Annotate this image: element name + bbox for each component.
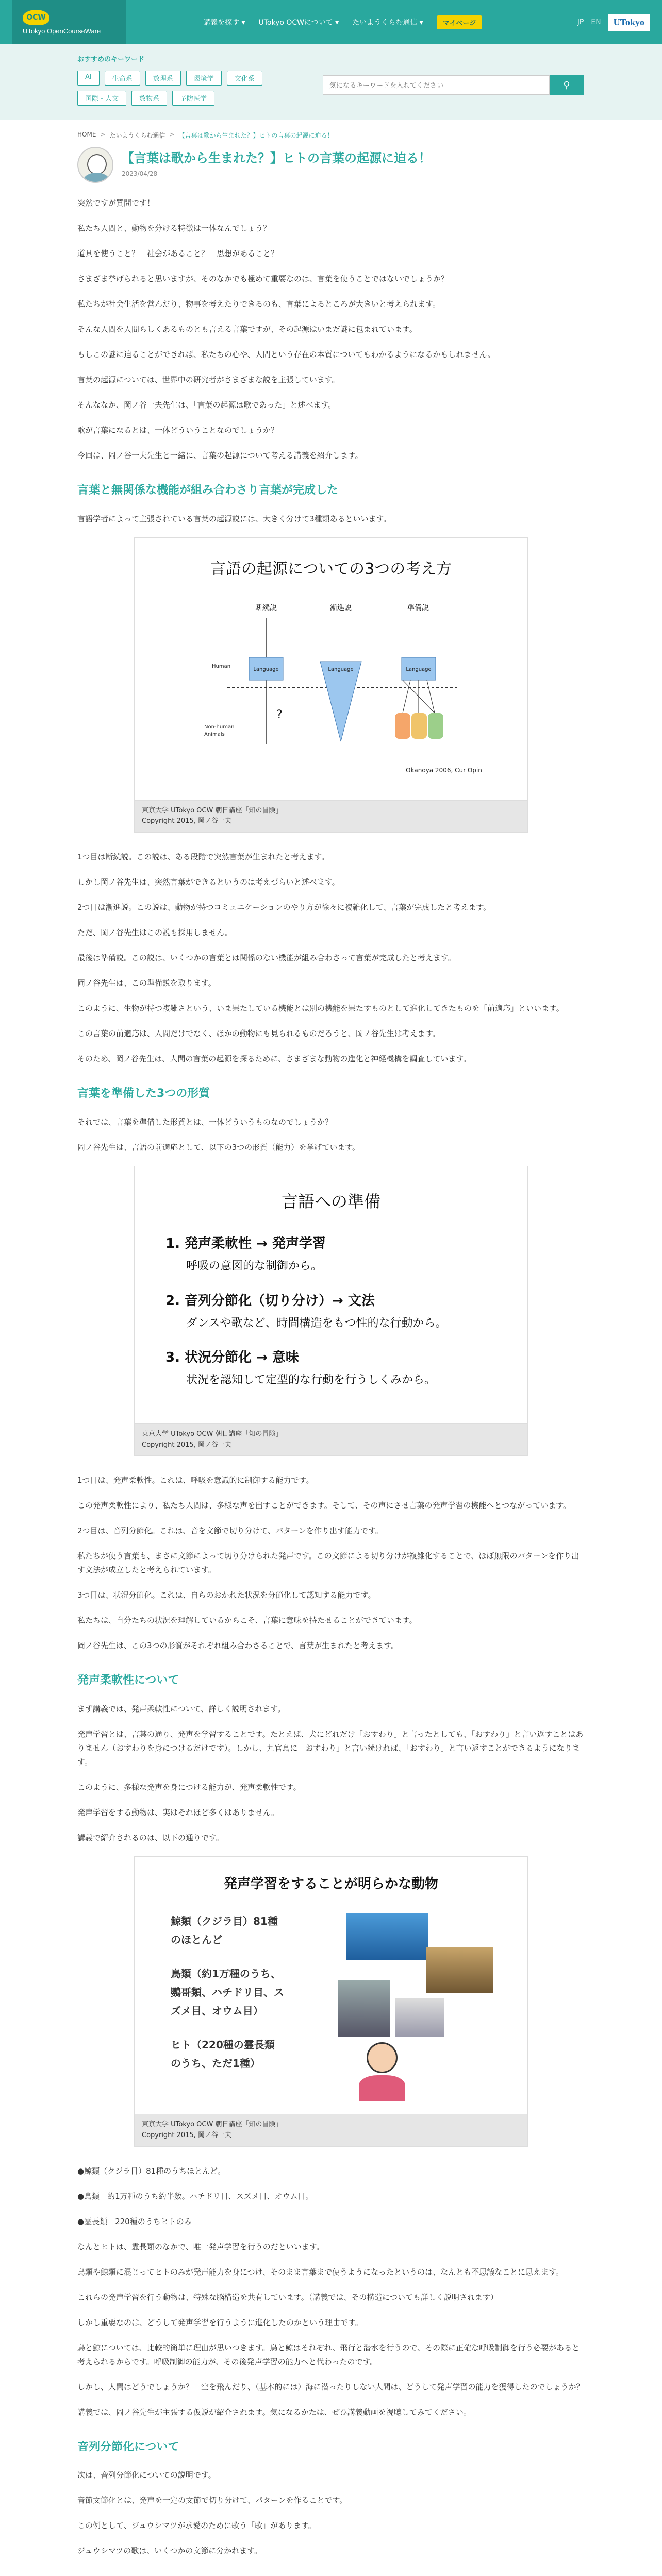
slide-item-sub: 呼吸の意図的な制御から。 <box>186 1260 323 1273</box>
figure-origin-theories <box>134 537 528 833</box>
paragraph: 言語学者によって主張されている言葉の起源説には、大きく分けて3種類あるといいます。 <box>77 514 391 523</box>
paragraph: もしこの謎に迫ることができれば、私たちの心や、人間という存在の本質についてもわかるようになるかもしれません。 <box>77 350 495 359</box>
keyword-bar <box>0 44 662 120</box>
mypage-button[interactable]: マイページ <box>437 15 482 29</box>
nav-newsletter[interactable]: たいようくらむ通信 ▾ <box>352 19 423 27</box>
paragraph: このように、生物が持つ複雑さという、いま果たしている機能とは別の機能を果たすものとして進化してきたものを「前適応」といいます。 <box>77 1004 564 1013</box>
paragraph: しかし、人間はどうでしょうか？ 空を飛んだり、（基本的には）海に潜ったりしない人間は、どうして発声学習の能力を獲得したのでしょうか？ <box>77 2382 584 2392</box>
paragraph: 突然ですが質問です！ <box>77 198 155 208</box>
paragraph: しかし重要なのは、どうして発声学習を行うように進化したのかという理由です。 <box>77 2317 363 2327</box>
breadcrumb-current: 【言葉は歌から生まれた？】ヒトの言葉の起源に迫る！ <box>178 132 334 139</box>
slide-item: 鯨類（クジラ目）81種 のほとんど <box>171 1914 278 1946</box>
slide <box>135 1857 527 2114</box>
paragraph: それでは、言葉を準備した形質とは、一体どういうものなのでしょうか？ <box>77 1117 333 1127</box>
paragraph: 岡ノ谷先生は、この3つの形質がそれぞれ組み合わさることで、言葉が生まれたと考えます。 <box>77 1641 399 1651</box>
paragraph: このように、多様な発声を身につける能力が、発声柔軟性です。 <box>77 1782 301 1792</box>
paragraph: 今回は、岡ノ谷一夫先生と一緒に、言葉の起源について考える講義を紹介します。 <box>77 451 363 460</box>
section-heading: 音列分節化について <box>77 2440 179 2453</box>
theory-label: 準備説 <box>407 603 429 612</box>
breadcrumb-separator: > <box>169 131 175 138</box>
paragraph: 最後は準備説。この説は、いくつかの言葉とは関係のない機能が組み合わさって言葉が完成したと考えます。 <box>77 953 456 963</box>
paragraph: 歌が言葉になるとは、一体どういうことなのでしょうか？ <box>77 426 279 435</box>
theory-label: 断続説 <box>255 603 277 612</box>
language-box: Language <box>253 666 279 672</box>
slide-title: 言語の起源についての3つの考え方 <box>210 560 452 578</box>
slide <box>135 1166 527 1424</box>
bird-image <box>426 1947 493 1993</box>
paragraph: 岡ノ谷先生は、この準備説を取ります。 <box>77 978 216 988</box>
slide-item <box>166 1289 496 1333</box>
section-paragraphs <box>77 512 585 526</box>
paragraph: 私たち人間と、動物を分ける特徴は一体なんでしょう？ <box>77 224 271 233</box>
paragraph: この発声柔軟性により、私たち人間は、多様な声を出すことができます。そして、その声にさせ言葉の発声学習の機能へとつながっています。 <box>77 1501 571 1511</box>
keyword-tag[interactable]: 予防医学 <box>172 91 214 106</box>
lang-jp[interactable]: JP <box>577 18 584 26</box>
paragraph: 岡ノ谷先生は、言語の前適応として、以下の3つの形質（能力）を挙げています。 <box>77 1142 360 1152</box>
paragraph: 私たちは、自分たちの状況を理解しているからこそ、言葉に意味を持たせることができています。 <box>77 1616 417 1625</box>
lang-en[interactable]: EN <box>591 18 601 26</box>
paragraph: まず講義では、発声柔軟性について、詳しく説明されます。 <box>77 1704 286 1714</box>
slide-item: 鳥類（約1万種のうち、 鸚哥類、ハチドリ目、ス ズメ目、オウム目） <box>171 1967 284 2017</box>
paragraph: そんな人間を人間らしくあるものとも言える言葉ですが、その起源はいまだ謎に包まれています。 <box>77 325 417 334</box>
paragraph: ただ、岡ノ谷先生はこの説も採用しません。 <box>77 928 233 938</box>
search-icon: ⚲ <box>563 79 570 90</box>
slide-item-sub: 状況を認知して定型的な行動を行うしくみから。 <box>186 1373 436 1386</box>
header-right <box>577 14 650 31</box>
ocw-logo-icon: OCW <box>23 10 49 25</box>
slide-item: ヒト（220種の霊長類 のうち、ただ1種） <box>171 2038 275 2070</box>
language-box: Language <box>328 666 354 672</box>
keyword-tag[interactable]: 生命系 <box>105 71 140 86</box>
citation: Okanoya 2006, Cur Opin <box>406 766 482 774</box>
utokyo-logo[interactable]: UTokyo <box>608 14 650 31</box>
main-nav <box>203 15 482 29</box>
site-logo[interactable] <box>12 0 126 44</box>
paragraph: ●霊長類 220種のうちヒトのみ <box>77 2216 192 2226</box>
paragraph: 講義で紹介されるのは、以下の通りです。 <box>77 1833 224 1842</box>
human-label: Human <box>212 663 231 669</box>
origin-theories-diagram <box>135 538 527 795</box>
breadcrumb-home[interactable]: HOME <box>77 131 96 138</box>
paragraph: しかし岡ノ谷先生は、突然言葉ができるというのは考えづらいと述べます。 <box>77 877 340 887</box>
section-heading: 言葉を準備した3つの形質 <box>77 1087 210 1100</box>
paragraph: なんとヒトは、霊長類のなかで、唯一発声学習を行うのだといいます。 <box>77 2242 324 2251</box>
paragraph: ●鳥類 約1万種のうち約半数。ハチドリ目、スズメ目、オウム目。 <box>77 2191 313 2201</box>
paragraph: 次は、音列分節化についての説明です。 <box>77 2470 216 2480</box>
paragraph: これらの発声学習を行う動物は、特殊な脳構造を共有しています。（講義では、その構造についても詳しく説明されます） <box>77 2292 499 2302</box>
slide-item-head: 2. 音列分節化（切り分け）→ 文法 <box>166 1293 375 1309</box>
paragraph: そのため、岡ノ谷先生は、人間の言葉の起源を探るために、さまざまな動物の進化と神経機構を調査しています。 <box>77 1054 471 1064</box>
search-button[interactable] <box>550 75 584 95</box>
keyword-title: おすすめのキーワード <box>77 56 145 63</box>
figure-caption: 東京大学 UTokyo OCW 朝日講座「知の冒険」 Copyright 2015, 岡ノ谷一夫 <box>135 801 527 833</box>
author-avatar <box>77 147 113 183</box>
keyword-tag[interactable]: 国際・人文 <box>77 91 126 106</box>
nav-find-courses[interactable]: 講義を探す ▾ <box>203 19 245 27</box>
keyword-tag[interactable]: AI <box>77 71 100 86</box>
nonhuman-label: Non-human <box>204 724 235 730</box>
paragraph: 鳥と鯨については、比較的簡単に理由が思いつきます。鳥と鯨はそれぞれ、飛行と潜水を行うので、その際に正確な呼吸制御を行う必要があると考えられるからです。呼吸制御の能力が、その後発声学習の能力へと代わったのです。 <box>77 2343 580 2366</box>
hummingbird-image <box>395 1998 444 2037</box>
paragraph: ●鯨類（クジラ目）81種のうちほとんど。 <box>77 2166 226 2176</box>
article-date: 2023/04/28 <box>122 170 158 177</box>
paragraph: 発声学習とは、言葉の通り、発声を学習することです。たとえば、犬にどれだけ「おすわり」と言ったとしても、「おすわり」と言い返すことはありません（おすわりを身につけるだけです）。しかし、九官鳥に「おすわり」と言い続ければ、「おすわり」と言い返すことができるようになります。 <box>77 1729 584 1767</box>
logo-text: UTokyo OpenCourseWare <box>23 27 101 35</box>
section-paragraphs <box>77 1115 585 1155</box>
paragraph: 1つ目は断続説。この説は、ある段階で突然言葉が生まれたと考えます。 <box>77 852 329 862</box>
slide-item-sub: ダンスや歌など、時間構造をもつ性的な行動から。 <box>186 1316 447 1330</box>
paragraph: そんななか、岡ノ谷一夫先生は、「言葉の起源は歌であった」と述べます。 <box>77 400 336 410</box>
section-heading: 言葉と無関係な機能が組み合わさり言葉が完成した <box>77 484 339 497</box>
paragraph: 2つ目は漸進説。この説は、動物が持つコミュニケーションのやり方が徐々に複雑化して、言葉が完成したと考えます。 <box>77 903 491 912</box>
paragraph: ジュウシマツの歌は、いくつかの文節に分かれます。 <box>77 2546 262 2556</box>
paragraph: 2つ目は、音列分節化。これは、音を文節で切り分けて、パターンを作り出す能力です。 <box>77 1526 383 1536</box>
slide <box>135 538 527 801</box>
human-illustration <box>356 2042 408 2104</box>
paragraph: 音節文節化とは、発声を一定の文節で切り分けて、パターンを作ることです。 <box>77 2496 347 2505</box>
language-box: Language <box>406 666 432 672</box>
section-heading: 発声柔軟性について <box>77 1674 179 1687</box>
paragraph: この例として、ジュウシマツが求愛のために歌う「歌」があります。 <box>77 2521 316 2531</box>
paragraph: この言葉の前適応は、人間だけでなく、ほかの動物にも見られるものだろうと、岡ノ谷先生は考えます。 <box>77 1029 440 1039</box>
theory-label: 漸進説 <box>330 603 352 612</box>
paragraph: さまざま挙げられると思いますが、そのなかでも極めて重要なのは、言葉を使うことではないでしょうか？ <box>77 274 449 283</box>
keyword-tag[interactable]: 文化系 <box>227 71 262 86</box>
paragraph: 言葉の起源については、世界中の研究者がさまざまな説を主張しています。 <box>77 375 340 384</box>
figure-caption: 東京大学 UTokyo OCW 朝日講座「知の冒険」 Copyright 2015, 岡ノ谷一夫 <box>135 2114 527 2146</box>
intro-paragraphs <box>77 196 585 463</box>
paragraph: 私たちが社会生活を営んだり、物事を考えたりできるのも、言葉によるところが大きいと考えられます。 <box>77 299 440 309</box>
article-title: 【言葉は歌から生まれた？】ヒトの言葉の起源に迫る！ <box>122 150 431 165</box>
section-paragraphs <box>77 1702 585 1845</box>
section-paragraphs <box>77 850 585 1066</box>
parrot-image <box>338 1980 390 2037</box>
keyword-tag[interactable]: 数理系 <box>145 71 181 86</box>
keyword-tag[interactable]: 数物系 <box>131 91 167 106</box>
paragraph: 講義では、岡ノ谷先生が主張する仮説が紹介されます。気になるかたは、ぜひ講義動画を視聴してみてください。 <box>77 2407 471 2417</box>
article <box>77 147 585 2558</box>
question-mark: ? <box>276 708 283 721</box>
breadcrumb-category[interactable]: たいようくらむ通信 <box>109 132 166 139</box>
nonhuman-label: Animals <box>204 731 225 737</box>
nav-about[interactable]: UTokyo OCWについて ▾ <box>258 19 339 27</box>
section-paragraphs <box>77 1473 585 1653</box>
search-box <box>323 75 584 95</box>
figure-vocal-learners <box>134 1856 528 2147</box>
figure-caption: 東京大学 UTokyo OCW 朝日講座「知の冒険」 Copyright 2015, 岡ノ谷一夫 <box>135 1424 527 1456</box>
paragraph: 発声学習をする動物は、実はそれほど多くはありません。 <box>77 1807 279 1817</box>
breadcrumb <box>77 131 585 140</box>
slide-item <box>166 1232 496 1276</box>
paragraph: 道具を使うこと？ 社会があること？ 思想があること？ <box>77 249 279 258</box>
keyword-list <box>77 71 315 106</box>
section-paragraphs <box>77 2468 585 2558</box>
search-input[interactable] <box>323 75 550 95</box>
paragraph: 3つ目は、状況分節化。これは、自らのおかれた状況を分節化して認知する能力です。 <box>77 1590 376 1600</box>
paragraph: 1つ目は、発声柔軟性。これは、呼吸を意識的に制御する能力です。 <box>77 1476 314 1485</box>
slide-item-head: 1. 発声柔軟性 → 発声学習 <box>166 1236 326 1252</box>
figure-preparation <box>134 1166 528 1456</box>
paragraph: 鳥類や鯨類に混じってヒトのみが発声能力を身につけ、そのまま言葉まで使うようになったというのは、なんとも不思議なことに思えます。 <box>77 2267 564 2277</box>
slide-title: 発声学習をすることが明らかな動物 <box>223 1876 438 1892</box>
keyword-tag[interactable]: 環境学 <box>186 71 222 86</box>
article-header <box>77 147 585 183</box>
section-paragraphs <box>77 2164 585 2419</box>
paragraph: 私たちが使う言葉も、まさに文節によって切り分けられた発声です。この文節による切り分けが複雑化することで、ほぼ無限のパターンを作り出す文法が成立したと考えられています。 <box>77 1551 580 1575</box>
slide-title: 言語への準備 <box>281 1191 380 1211</box>
slide-item-head: 3. 状況分節化 → 意味 <box>166 1350 299 1366</box>
whale-image <box>346 1913 428 1960</box>
breadcrumb-separator: > <box>100 131 106 138</box>
header <box>0 0 662 44</box>
slide-item <box>166 1346 496 1390</box>
